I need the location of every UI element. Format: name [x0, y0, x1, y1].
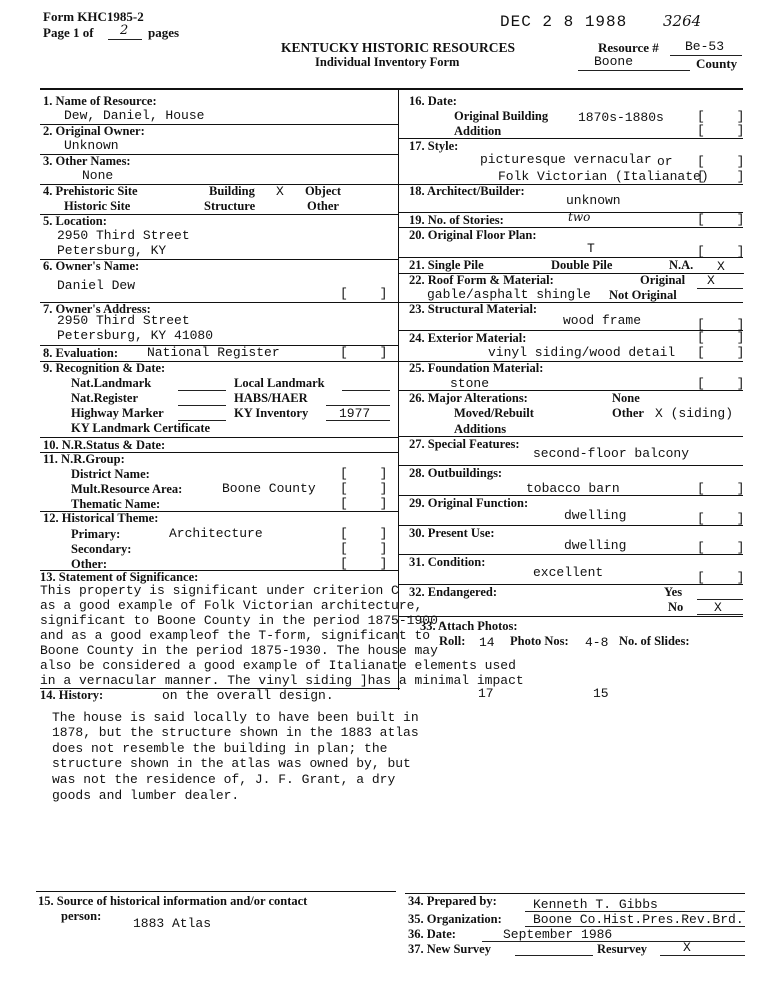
stamp-number: 3264 [663, 12, 702, 30]
field-14-line-1: The house is said locally to have been built in [52, 710, 419, 725]
form-title: KENTUCKY HISTORIC RESOURCES [281, 40, 516, 55]
field-3-value: None [82, 168, 114, 183]
field-33-photo-nos: Photo Nos: [510, 634, 569, 648]
field-21-double-pile: Double Pile [551, 258, 613, 272]
field-35-value: Boone Co.Hist.Pres.Rev.Brd. [533, 912, 744, 927]
field-33-photo-nos-value: 4-8 [585, 635, 609, 650]
field-12-other-bracket: [ ] [340, 556, 388, 571]
field-13-line-4: and as a good exampleof the T-form, significant to [40, 628, 431, 643]
field-21-na: N.A. [669, 258, 694, 272]
field-2-value: Unknown [64, 138, 119, 153]
field-24-bracket-1: [ ] [697, 330, 745, 345]
field-12-secondary-bracket: [ ] [340, 541, 388, 556]
field-26-label: 26. Major Alterations: [409, 391, 528, 405]
form-subtitle: Individual Inventory Form [315, 55, 460, 69]
field-5-value-1: 2950 Third Street [57, 228, 190, 243]
field-19-label: 19. No. of Stories: [409, 213, 504, 227]
field-29-value: dwelling [564, 508, 627, 523]
field-11-thematic: Thematic Name: [71, 497, 161, 511]
field-13-label: 13. Statement of Significance: [40, 570, 199, 584]
field-6-bracket: [ ] [340, 286, 388, 301]
field-35-label: 35. Organization: [408, 912, 502, 926]
field-33-roll: Roll: [439, 634, 466, 648]
field-32-label: 32. Endangered: [409, 585, 497, 599]
field-29-bracket: [ ] [697, 511, 745, 526]
field-6-value: Daniel Dew [57, 278, 136, 293]
field-9-nat-register: Nat.Register [71, 391, 138, 405]
field-32-yes: Yes [664, 585, 683, 599]
field-13-line-6: also be considered a good example of Italianate elements used [40, 658, 516, 673]
field-21-mark: X [717, 259, 725, 274]
field-16-label: 16. Date: [409, 94, 457, 108]
field-31-value: excellent [533, 565, 604, 580]
field-13-line-1: This property is significant under criterion C [40, 583, 399, 598]
resource-value: Be-53 [685, 39, 725, 54]
received-date-stamp: DEC 2 8 1988 [500, 13, 628, 31]
field-23-bracket: [ ] [697, 317, 745, 332]
field-23-value: wood frame [563, 313, 642, 328]
field-14-line-5: was not the residence of, J. F. Grant, a dry [52, 772, 396, 787]
field-17-or: or [657, 154, 673, 169]
field-22-not-original: Not Original [609, 288, 677, 302]
field-33-label: 33. Attach Photos: [420, 619, 518, 633]
field-4-building: Building [209, 184, 255, 198]
field-37-resurvey: Resurvey [597, 942, 647, 956]
field-13-line-5: Boone County in the period 1875-1930. The house may [40, 643, 438, 658]
field-17-value-1: picturesque vernacular [480, 152, 652, 167]
field-26-other: Other [612, 406, 644, 420]
field-15-value: 1883 Atlas [133, 916, 212, 931]
field-9-label: 9. Recognition & Date: [43, 361, 166, 375]
field-12-secondary: Secondary: [71, 542, 132, 556]
field-28-value: tobacco barn [526, 481, 620, 496]
field-7-value-2: Petersburg, KY 41080 [57, 328, 214, 343]
field-20-value: T [587, 241, 595, 256]
field-25-bracket: [ ] [697, 376, 745, 391]
field-37-mark: X [683, 940, 691, 955]
resource-label: Resource # [598, 40, 659, 55]
field-14-line-4: structure shown in the atlas was owned by, but [52, 756, 411, 771]
page-total: 2 [120, 23, 129, 38]
field-22-label: 22. Roof Form & Material: [409, 273, 554, 287]
county-label: County [696, 56, 738, 71]
field-33-extra-2: 15 [593, 686, 609, 701]
field-12-label: 12. Historical Theme: [43, 511, 159, 525]
page-prefix: Page 1 of [43, 25, 94, 40]
field-13-line-8: on the overall design. [162, 688, 334, 703]
field-17-value-2: Folk Victorian (Italianate) [498, 169, 709, 184]
field-9-ky-inventory: KY Inventory [234, 406, 309, 420]
field-11-district: District Name: [71, 467, 150, 481]
field-4-other: Other [307, 199, 339, 213]
field-8-value: National Register [147, 345, 280, 360]
field-34-label: 34. Prepared by: [408, 894, 497, 908]
field-26-moved: Moved/Rebuilt [454, 406, 534, 420]
field-29-label: 29. Original Function: [409, 496, 529, 510]
field-34-value: Kenneth T. Gibbs [533, 897, 658, 912]
field-32-no: No [668, 600, 684, 614]
field-26-other-value: X (siding) [655, 406, 734, 421]
field-13-line-3: significant to Boone County in the period 1875-1900, [40, 613, 446, 628]
field-6-label: 6. Owner's Name: [43, 259, 140, 273]
field-7-value-1: 2950 Third Street [57, 313, 190, 328]
field-37-label: 37. New Survey [408, 942, 491, 956]
field-11-mult-bracket: [ ] [340, 481, 388, 496]
field-13-line-7: in a vernacular manner. The vinyl siding ]has a minimal impact [40, 673, 524, 688]
field-9-local-landmark: Local Landmark [234, 376, 325, 390]
field-28-label: 28. Outbuildings: [409, 466, 503, 480]
field-9-highway-marker: Highway Marker [71, 406, 164, 420]
field-9-habs: HABS/HAER [234, 391, 308, 405]
field-3-label: 3. Other Names: [43, 154, 131, 168]
field-4-building-mark: X [276, 184, 284, 199]
field-25-label: 25. Foundation Material: [409, 361, 544, 375]
field-9-ky-landmark: KY Landmark Certificate [71, 421, 211, 435]
field-24-label: 24. Exterior Material: [409, 331, 527, 345]
field-5-label: 5. Location: [43, 214, 107, 228]
field-36-value: September 1986 [503, 927, 613, 942]
field-14-line-6: goods and lumber dealer. [52, 788, 240, 803]
field-4-label-b: Historic Site [64, 199, 131, 213]
field-1-label: 1. Name of Resource: [43, 94, 157, 108]
field-22-value: gable/asphalt shingle [427, 287, 591, 302]
field-28-bracket: [ ] [697, 481, 745, 496]
field-11-mult: Mult.Resource Area: [71, 482, 183, 496]
field-30-label: 30. Present Use: [409, 526, 495, 540]
field-13-line-2: as a good example of Folk Victorian architecture, [40, 598, 423, 613]
field-17-bracket-2: [ ] [697, 169, 745, 184]
field-12-primary-bracket: [ ] [340, 526, 388, 541]
field-22-mark: X [707, 273, 715, 288]
field-14-line-2: 1878, but the structure shown in the 1883 atlas [52, 725, 419, 740]
field-17-label: 17. Style: [409, 139, 459, 153]
field-20-label: 20. Original Floor Plan: [409, 228, 537, 242]
form-id: Form KHC1985-2 [43, 9, 144, 24]
field-31-bracket: [ ] [697, 570, 745, 585]
field-11-thematic-bracket: [ ] [340, 496, 388, 511]
field-19-value: two [568, 210, 591, 224]
field-4-object: Object [305, 184, 342, 198]
field-22-original: Original [640, 273, 686, 287]
field-10-label: 10. N.R.Status & Date: [43, 438, 166, 452]
field-19-bracket: [ ] [697, 212, 745, 227]
field-14-line-3: does not resemble the building in plan; the [52, 741, 388, 756]
field-15-label-2: person: [61, 909, 102, 923]
field-1-value: Dew, Daniel, House [64, 108, 205, 123]
field-16-addition-bracket: [ ] [697, 123, 745, 138]
field-33-extra-1: 17 [478, 686, 494, 701]
field-4-structure: Structure [204, 199, 256, 213]
field-7-label: 7. Owner's Address: [43, 302, 151, 316]
field-36-label: 36. Date: [408, 927, 456, 941]
field-30-value: dwelling [564, 538, 627, 553]
field-11-mult-value: Boone County [222, 481, 316, 496]
field-32-mark: X [714, 600, 722, 615]
field-11-label: 11. N.R.Group: [43, 452, 125, 466]
field-24-bracket-2: [ ] [697, 345, 745, 360]
county-value: Boone [594, 54, 634, 69]
field-16-original-value: 1870s-1880s [578, 110, 664, 125]
field-12-other: Other: [71, 557, 108, 571]
field-16-original: Original Building [454, 109, 549, 123]
field-18-label: 18. Architect/Builder: [409, 184, 525, 198]
field-26-none: None [612, 391, 640, 405]
field-2-label: 2. Original Owner: [43, 124, 145, 138]
field-33-roll-value: 14 [479, 635, 495, 650]
field-23-label: 23. Structural Material: [409, 302, 538, 316]
field-9-ky-inventory-value: 1977 [339, 406, 371, 421]
page-suffix: pages [148, 25, 180, 40]
field-15-label: 15. Source of historical information and/or contact [38, 894, 308, 908]
field-12-primary: Primary: [71, 527, 121, 541]
field-27-value: second-floor balcony [533, 446, 690, 461]
field-33-slides: No. of Slides: [619, 634, 690, 648]
field-8-label: 8. Evaluation: [43, 346, 119, 360]
field-8-bracket: [ ] [340, 345, 388, 360]
field-31-label: 31. Condition: [409, 555, 486, 569]
field-20-bracket: [ ] [697, 244, 745, 259]
field-27-label: 27. Special Features: [409, 437, 520, 451]
field-30-bracket: [ ] [697, 540, 745, 555]
field-16-addition: Addition [454, 124, 502, 138]
field-17-bracket-1: [ ] [697, 154, 745, 169]
field-5-value-2: Petersburg, KY [57, 243, 167, 258]
field-26-additions: Additions [454, 422, 507, 436]
field-11-district-bracket: [ ] [340, 466, 388, 481]
field-9-nat-landmark: Nat.Landmark [71, 376, 152, 390]
field-24-value: vinyl siding/wood detail [488, 345, 676, 360]
field-4-label-a: 4. Prehistoric Site [43, 184, 138, 198]
field-12-primary-value: Architecture [169, 526, 263, 541]
field-16-original-bracket: [ ] [697, 109, 745, 124]
field-14-label: 14. History: [40, 688, 104, 702]
field-25-value: stone [450, 376, 490, 391]
field-21-label: 21. Single Pile [409, 258, 484, 272]
field-18-value: unknown [566, 193, 621, 208]
